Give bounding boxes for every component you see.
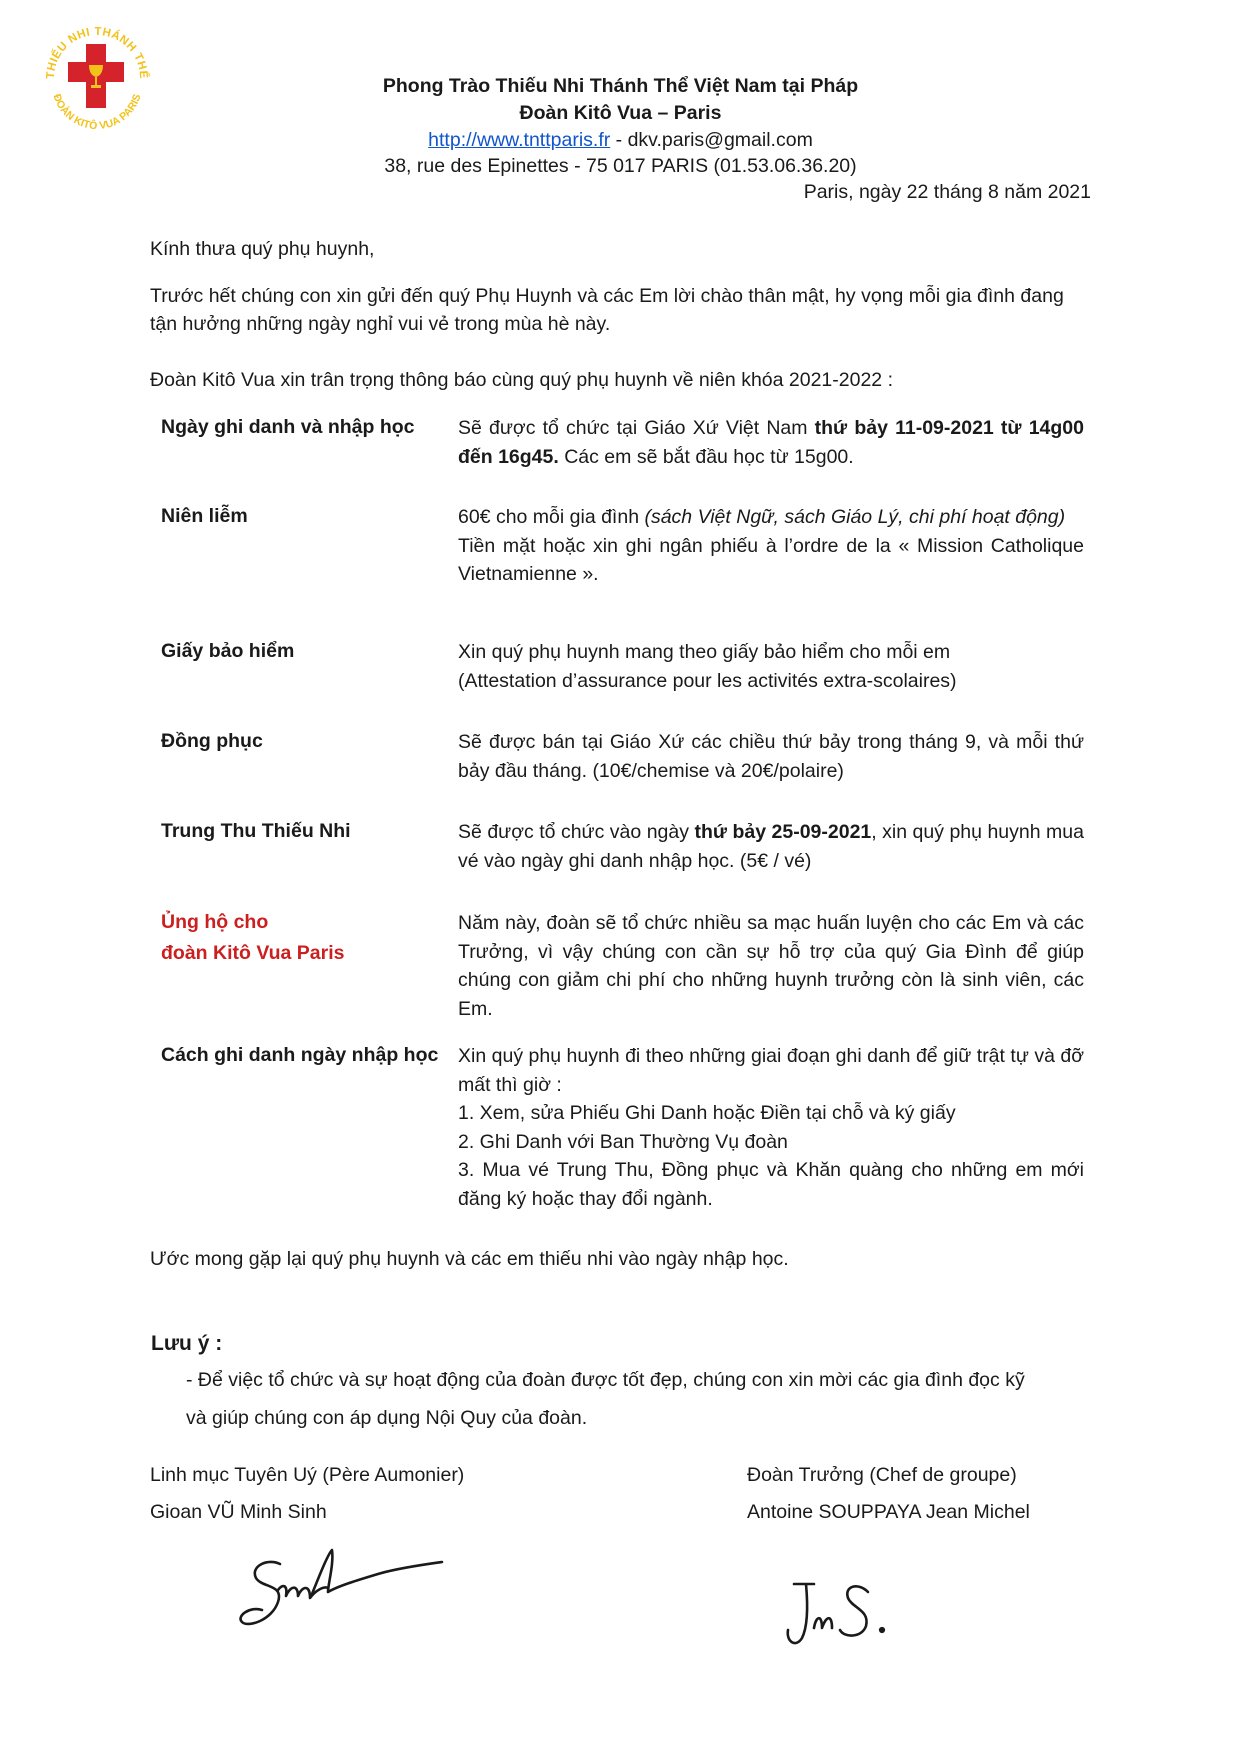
email-text: dkv.paris@gmail.com	[627, 129, 813, 151]
logo-ring-text-top: THIẾU NHI THÁNH THỂ	[44, 25, 150, 80]
letter-date: Paris, ngày 22 tháng 8 năm 2021	[803, 181, 1091, 203]
greeting: Kính thưa quý phụ huynh,	[150, 238, 375, 260]
note-line-1: - Để việc tổ chức và sự hoạt động của đoàn được tốt đẹp, chúng con xin mời các gia đình đọc kỹ	[186, 1369, 1025, 1391]
signatory-right-role: Đoàn Trưởng (Chef de groupe)	[747, 1464, 1017, 1486]
item-label-support-line1: Ủng hộ cho	[161, 911, 269, 933]
item-label-support-line2: đoàn Kitô Vua Paris	[161, 942, 345, 964]
signatory-right-name: Antoine SOUPPAYA Jean Michel	[747, 1501, 1030, 1523]
item-label-insurance: Giấy bảo hiểm	[161, 640, 295, 662]
item-label-uniform: Đồng phục	[161, 730, 263, 752]
signatory-right	[747, 1457, 1030, 1531]
item-value-registration-steps: Xin quý phụ huynh đi theo những giai đoạn ghi danh để giữ trật tự và đỡ mất thì giờ : 1. Xem, sửa Phiếu Ghi Danh hoặc Điền tại chỗ và ký giấy 2. Ghi Danh với Ban Thường Vụ đoàn 3. Mua vé Trung Thu, Đồng phục và Khăn quàng cho những em mới đăng ký hoặc thay đổi ngành.	[458, 1042, 1084, 1213]
intro-paragraph: Trước hết chúng con xin gửi đến quý Phụ Huynh và các Em lời chào thân mật, hy vọng mỗi gia đình đang tận hưởng những ngày nghỉ vui vẻ trong mùa hè này.	[150, 285, 1064, 335]
signatory-left	[150, 1457, 464, 1531]
signatory-left-name: Gioan VŨ Minh Sinh	[150, 1501, 327, 1523]
item-value-support: Năm này, đoàn sẽ tổ chức nhiều sa mạc huấn luyện cho các Em và các Trưởng, vì vậy chúng con cần sự hỗ trợ của quý Gia Đình để giúp chúng con giảm chi phí cho những huynh trưởng còn là sinh viên, các Em.	[458, 912, 1084, 1020]
website-link[interactable]: http://www.tnttparis.fr	[428, 129, 611, 151]
item-value-insurance: Xin quý phụ huynh mang theo giấy bảo hiểm cho mỗi em (Attestation d’assurance pour les activités extra-scolaires)	[458, 641, 957, 692]
step-item: 3. Mua vé Trung Thu, Đồng phục và Khăn quàng cho những em mới đăng ký hoặc thay đổi ngành.	[458, 1159, 1084, 1210]
item-label-support	[161, 907, 444, 969]
announcement: Đoàn Kitô Vua xin trân trọng thông báo cùng quý phụ huynh về niên khóa 2021-2022 :	[150, 369, 893, 391]
note-line-2: và giúp chúng con áp dụng Nội Quy của đoàn.	[186, 1407, 588, 1429]
signature-right	[780, 1568, 910, 1658]
group-name: Đoàn Kitô Vua – Paris	[519, 102, 722, 124]
item-label-registration: Ngày ghi danh và nhập học	[161, 416, 415, 438]
logo-ring-text-bottom: ĐOÀN KITÔ VUA PARIS	[50, 92, 144, 132]
signature-left	[228, 1540, 448, 1650]
organization-name: Phong Trào Thiếu Nhi Thánh Thể Việt Nam tại Pháp	[382, 75, 859, 97]
signatory-left-role: Linh mục Tuyên Uý (Père Aumonier)	[150, 1464, 465, 1486]
item-value-mid-autumn: Sẽ được tổ chức vào ngày thứ bảy 25-09-2021, xin quý phụ huynh mua vé vào ngày ghi danh nhập học. (5€ / vé)	[458, 821, 1084, 872]
item-value-fee: 60€ cho mỗi gia đình (sách Việt Ngữ, sách Giáo Lý, chi phí hoạt động) Tiền mặt hoặc xin ghi ngân phiếu à l’ordre de la « Mission Catholique Vietnamienne ».	[458, 506, 1084, 585]
item-label-registration-steps: Cách ghi danh ngày nhập học	[161, 1044, 439, 1066]
item-label-fee: Niên liễm	[161, 505, 248, 527]
step-item: 2. Ghi Danh với Ban Thường Vụ đoàn	[458, 1130, 788, 1153]
item-label-mid-autumn: Trung Thu Thiếu Nhi	[161, 820, 351, 842]
closing-line: Ước mong gặp lại quý phụ huynh và các em thiếu nhi vào ngày nhập học.	[150, 1248, 789, 1270]
address-line: 38, rue des Epinettes - 75 017 PARIS (01.53.06.36.20)	[384, 155, 857, 177]
item-value-registration: Sẽ được tổ chức tại Giáo Xứ Việt Nam thứ bảy 11-09-2021 từ 14g00 đến 16g45. Các em sẽ bắt đầu học từ 15g00.	[458, 417, 1084, 468]
contact-line	[0, 129, 1241, 152]
item-value-uniform: Sẽ được bán tại Giáo Xứ các chiều thứ bảy trong tháng 9, và mỗi thứ bảy đầu tháng. (10€/chemise và 20€/polaire)	[458, 731, 1084, 782]
contact-separator: -	[610, 129, 628, 151]
step-item: 1. Xem, sửa Phiếu Ghi Danh hoặc Điền tại chỗ và ký giấy	[458, 1102, 956, 1124]
note-title: Lưu ý :	[151, 1332, 223, 1355]
